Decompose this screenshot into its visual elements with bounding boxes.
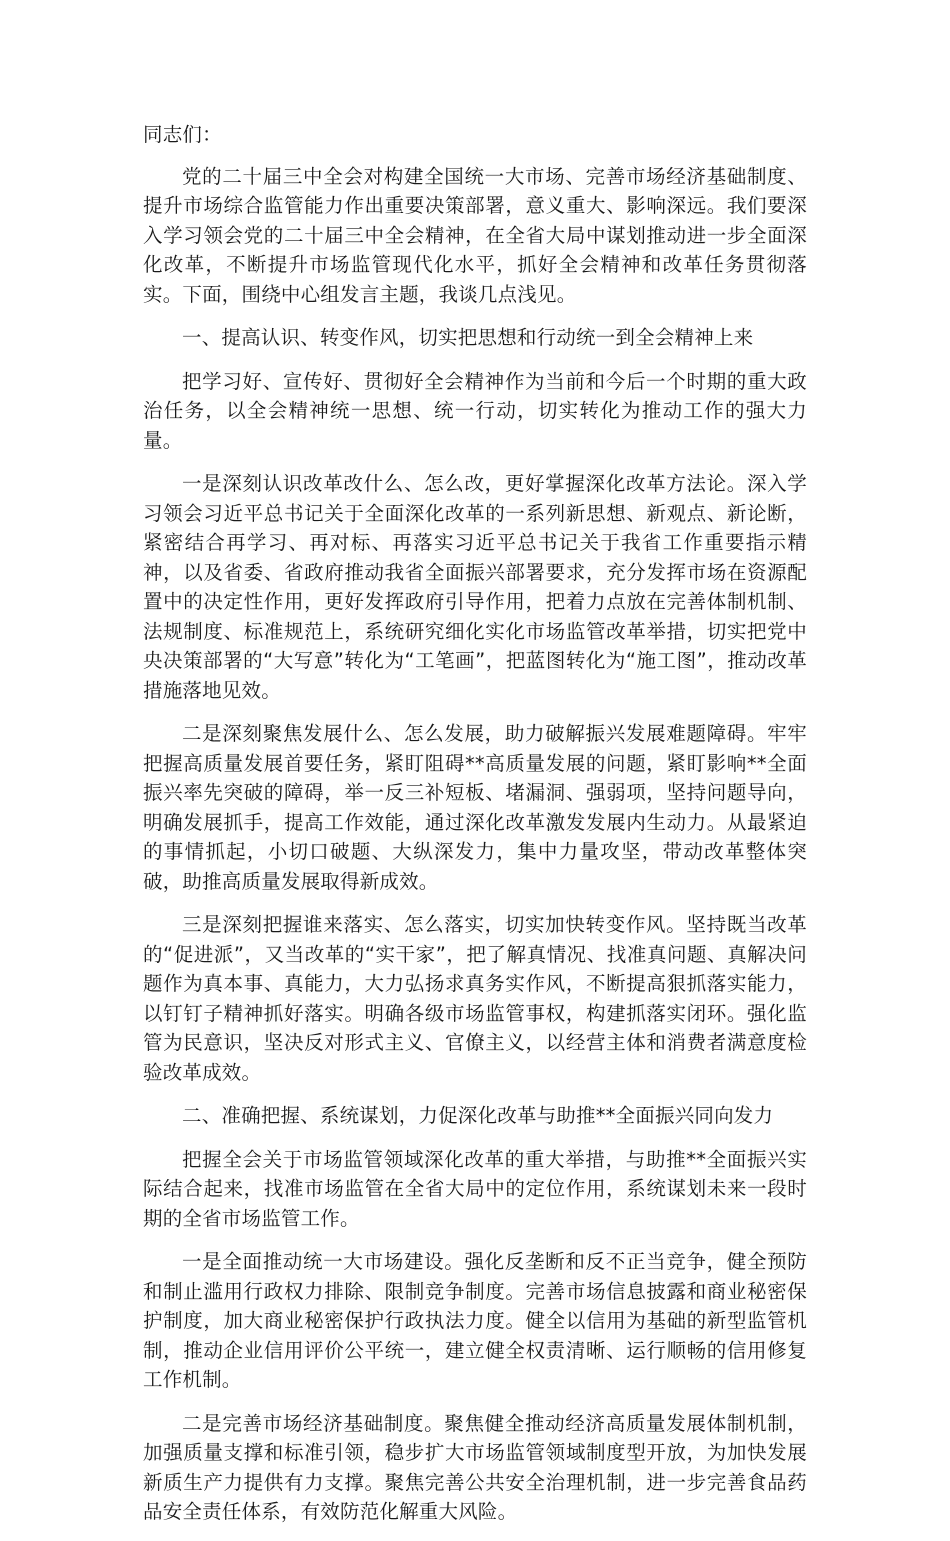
section-1-point-1: 一是深刻认识改革改什么、怎么改，更好掌握深化改革方法论。深入学习领会习近平总书记关于全面深化改革的一系列新思想、新观点、新论断，紧密结合再学习、再对标、再落实习近平总书记关于我省工作重要指示精神，以及省委、省政府推动我省全面振兴部署要求，充分发挥市场在资源配置中的决定性作用，更好发挥政府引导作用，把着力点放在完善体制机制、法规制度、标准规范上，系统研究细化实化市场监管改革举措，切实把党中央决策部署的“大写意”转化为“工笔画”，把蓝图转化为“施工图”，推动改革措施落地见效。 [143, 472, 807, 702]
section-1-point-3: 三是深刻把握谁来落实、怎么落实，切实加快转变作风。坚持既当改革的“促进派”，又当改革的“实干家”，把了解真情况、找准真问题、真解决问题作为真本事、真能力，大力弘扬求真务实作风，不断提高狠抓落实能力，以钉钉子精神抓好落实。明确各级市场监管事权，构建抓落实闭环。强化监管为民意识，坚决反对形式主义、官僚主义，以经营主体和消费者满意度检验改革成效。 [143, 913, 807, 1084]
section-2-intro: 把握全会关于市场监管领域深化改革的重大举措，与助推**全面振兴实际结合起来，找准市场监管在全省大局中的定位作用，系统谋划未来一段时期的全省市场监管工作。 [143, 1147, 807, 1230]
section-heading-1: 一、提高认识、转变作风，切实把思想和行动统一到全会精神上来 [182, 326, 754, 349]
greeting: 同志们： [143, 123, 222, 146]
section-2-point-1: 一是全面推动统一大市场建设。强化反垄断和反不正当竞争，健全预防和制止滥用行政权力排除、限制竞争制度。完善市场信息披露和商业秘密保护制度，加大商业秘密保护行政执法力度。健全以信用为基础的新型监管机制，推动企业信用评价公平统一，建立健全权责清晰、运行顺畅的信用修复工作机制。 [143, 1250, 807, 1391]
document-page [143, 120, 807, 1541]
section-1-intro: 把学习好、宣传好、贯彻好全会精神作为当前和今后一个时期的重大政治任务，以全会精神统一思想、统一行动，切实转化为推动工作的强大力量。 [143, 369, 807, 452]
section-1-point-2: 二是深刻聚焦发展什么、怎么发展，助力破解振兴发展难题障碍。牢牢把握高质量发展首要任务，紧盯阻碍**高质量发展的问题，紧盯影响**全面振兴率先突破的障碍，举一反三补短板、堵漏洞、强弱项，坚持问题导向，明确发展抓手，提高工作效能，通过深化改革激发发展内生动力。从最紧迫的事情抓起，小切口破题、大纵深发力，集中力量攻坚，带动改革整体突破，助推高质量发展取得新成效。 [143, 722, 807, 893]
intro-paragraph: 党的二十届三中全会对构建全国统一大市场、完善市场经济基础制度、提升市场综合监管能力作出重要决策部署，意义重大、影响深远。我们要深入学习领会党的二十届三中全会精神，在全省大局中谋划推动进一步全面深化改革，不断提升市场监管现代化水平，抓好全会精神和改革任务贯彻落实。下面，围绕中心组发言主题，我谈几点浅见。 [143, 164, 807, 306]
section-2-point-2: 二是完善市场经济基础制度。聚焦健全推动经济高质量发展体制机制，加强质量支撑和标准引领，稳步扩大市场监管领域制度型开放，为加快发展新质生产力提供有力支撑。聚焦完善公共安全治理机制，进一步完善食品药品安全责任体系，有效防范化解重大风险。 [143, 1411, 807, 1523]
section-heading-2: 二、准确把握、系统谋划，力促深化改革与助推**全面振兴同向发力 [182, 1104, 774, 1127]
